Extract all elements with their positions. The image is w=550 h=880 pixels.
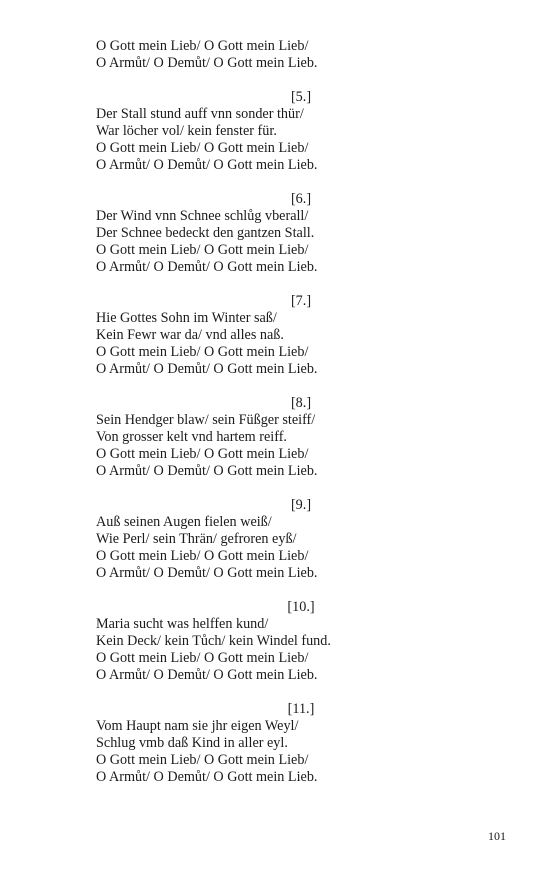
verse-line: O Armůt/ O Demůt/ O Gott mein Lieb. (96, 157, 318, 173)
verse-line: O Armůt/ O Demůt/ O Gott mein Lieb. (96, 565, 318, 581)
verse-line: Auß seinen Augen fielen weiß/ (96, 514, 272, 530)
verse-line: O Armůt/ O Demůt/ O Gott mein Lieb. (96, 55, 318, 71)
stanza-8 (96, 395, 496, 480)
verse-line: O Gott mein Lieb/ O Gott mein Lieb/ (96, 242, 309, 258)
verse-line: Maria sucht was helffen kund/ (96, 616, 269, 632)
stanza-6 (96, 191, 496, 276)
verse-line: O Gott mein Lieb/ O Gott mein Lieb/ (96, 650, 309, 666)
verse-line: O Gott mein Lieb/ O Gott mein Lieb/ (96, 140, 309, 156)
verse-line: Vom Haupt nam sie jhr eigen Weyl/ (96, 718, 299, 734)
verse-line: Kein Deck/ kein Tůch/ kein Windel fund. (96, 633, 331, 649)
stanza-number: [6.] (290, 191, 312, 207)
stanza-number: [9.] (290, 497, 312, 513)
verse-line: O Armůt/ O Demůt/ O Gott mein Lieb. (96, 769, 318, 785)
verse-line: Hie Gottes Sohn im Winter saß/ (96, 310, 277, 326)
verse-line: O Gott mein Lieb/ O Gott mein Lieb/ (96, 38, 309, 54)
verse-line: O Gott mein Lieb/ O Gott mein Lieb/ (96, 752, 309, 768)
verse-line: O Gott mein Lieb/ O Gott mein Lieb/ (96, 548, 309, 564)
verse-line: O Armůt/ O Demůt/ O Gott mein Lieb. (96, 361, 318, 377)
stanza-10 (96, 599, 496, 684)
verse-line: Kein Fewr war da/ vnd alles naß. (96, 327, 284, 343)
stanza-11 (96, 701, 496, 786)
verse-line: Wie Perl/ sein Thrän/ gefroren eyß/ (96, 531, 297, 547)
verse-line: Von grosser kelt vnd hartem reiff. (96, 429, 287, 445)
page-number: 101 (488, 829, 506, 843)
verse-line: Sein Hendger blaw/ sein Füßger steiff/ (96, 412, 316, 428)
stanza-9 (96, 497, 496, 582)
poem-text (96, 38, 496, 786)
stanza-number: [7.] (290, 293, 312, 309)
verse-line: O Gott mein Lieb/ O Gott mein Lieb/ (96, 446, 309, 462)
verse-line: Der Schnee bedeckt den gantzen Stall. (96, 225, 315, 241)
verse-line: O Armůt/ O Demůt/ O Gott mein Lieb. (96, 667, 318, 683)
stanza-number: [11.] (287, 701, 315, 717)
verse-line: War löcher vol/ kein fenster für. (96, 123, 277, 139)
opening-refrain (96, 38, 496, 72)
verse-line: Der Stall stund auff vnn sonder thür/ (96, 106, 304, 122)
stanza-number: [10.] (287, 599, 315, 615)
stanza-5 (96, 89, 496, 174)
verse-line: O Gott mein Lieb/ O Gott mein Lieb/ (96, 344, 309, 360)
stanza-7 (96, 293, 496, 378)
stanza-number: [5.] (290, 89, 312, 105)
verse-line: Schlug vmb daß Kind in aller eyl. (96, 735, 288, 751)
stanza-number: [8.] (290, 395, 312, 411)
verse-line: O Armůt/ O Demůt/ O Gott mein Lieb. (96, 259, 318, 275)
verse-line: O Armůt/ O Demůt/ O Gott mein Lieb. (96, 463, 318, 479)
verse-line: Der Wind vnn Schnee schlůg vberall/ (96, 208, 309, 224)
